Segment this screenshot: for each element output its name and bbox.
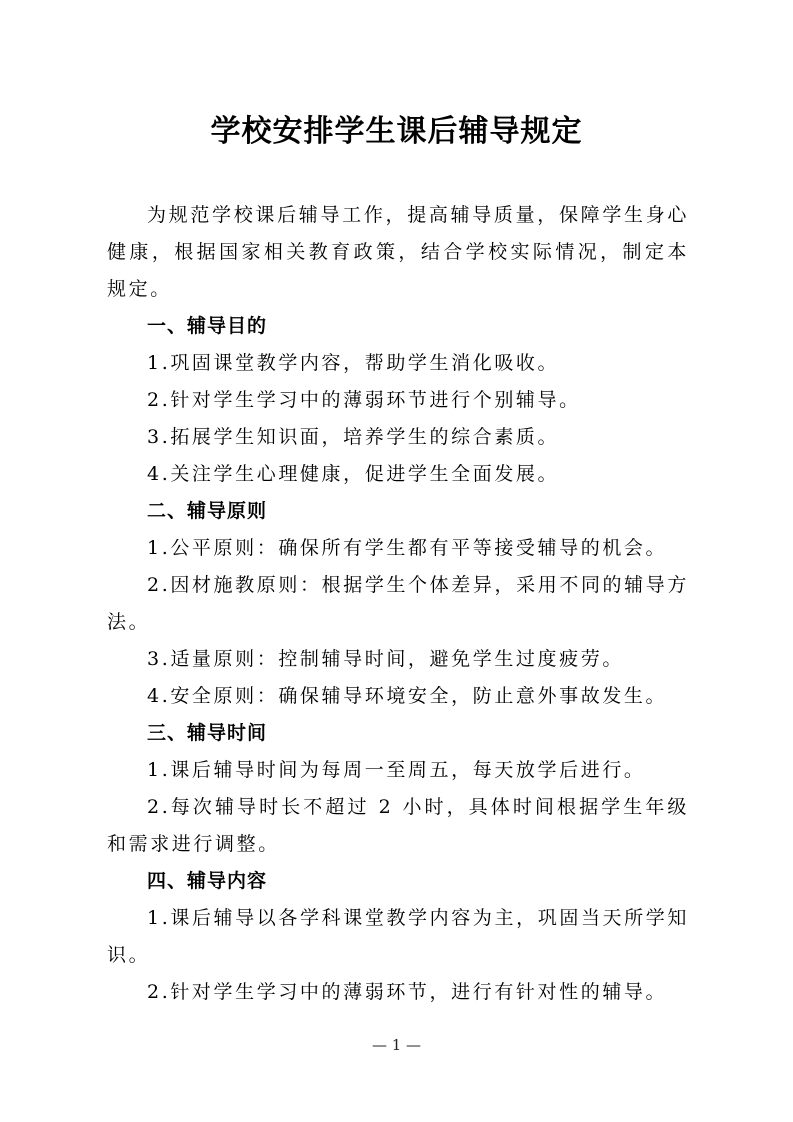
intro-paragraph: 为规范学校课后辅导工作，提高辅导质量，保障学生身心健康，根据国家相关教育政策，结合学校实际情况，制定本规定。 <box>107 204 689 300</box>
list-item: 4.关注学生心理健康，促进学生全面发展。 <box>147 463 560 485</box>
document-title: 学校安排学生课后辅导规定 <box>210 114 583 149</box>
list-item: 2.因材施教原则：根据学生个体差异，采用不同的辅导方法。 <box>107 574 689 633</box>
section-heading-principles: 二、辅导原则 <box>147 500 268 522</box>
list-item: 2.针对学生学习中的薄弱环节，进行有针对性的辅导。 <box>147 981 668 1003</box>
list-item: 1.公平原则：确保所有学生都有平等接受辅导的机会。 <box>147 537 668 559</box>
list-item: 1.课后辅导以各学科课堂教学内容为主，巩固当天所学知识。 <box>107 907 689 966</box>
list-item: 1.课后辅导时间为每周一至周五，每天放学后进行。 <box>147 759 646 781</box>
list-item: 4.安全原则：确保辅导环境安全，防止意外事故发生。 <box>147 685 668 707</box>
list-item: 3.拓展学生知识面，培养学生的综合素质。 <box>147 426 560 448</box>
list-item: 2.针对学生学习中的薄弱环节进行个别辅导。 <box>147 389 581 411</box>
section-heading-content: 四、辅导内容 <box>147 870 268 892</box>
section-heading-time: 三、辅导时间 <box>147 722 268 744</box>
list-item: 3.适量原则：控制辅导时间，避免学生过度疲劳。 <box>147 648 624 670</box>
page-number: — 1 — <box>371 1036 422 1054</box>
list-item: 1.巩固课堂教学内容，帮助学生消化吸收。 <box>147 352 560 374</box>
section-heading-purpose: 一、辅导目的 <box>147 315 268 337</box>
document-body <box>107 197 689 1011</box>
list-item: 2.每次辅导时长不超过 2 小时，具体时间根据学生年级和需求进行调整。 <box>107 796 689 855</box>
